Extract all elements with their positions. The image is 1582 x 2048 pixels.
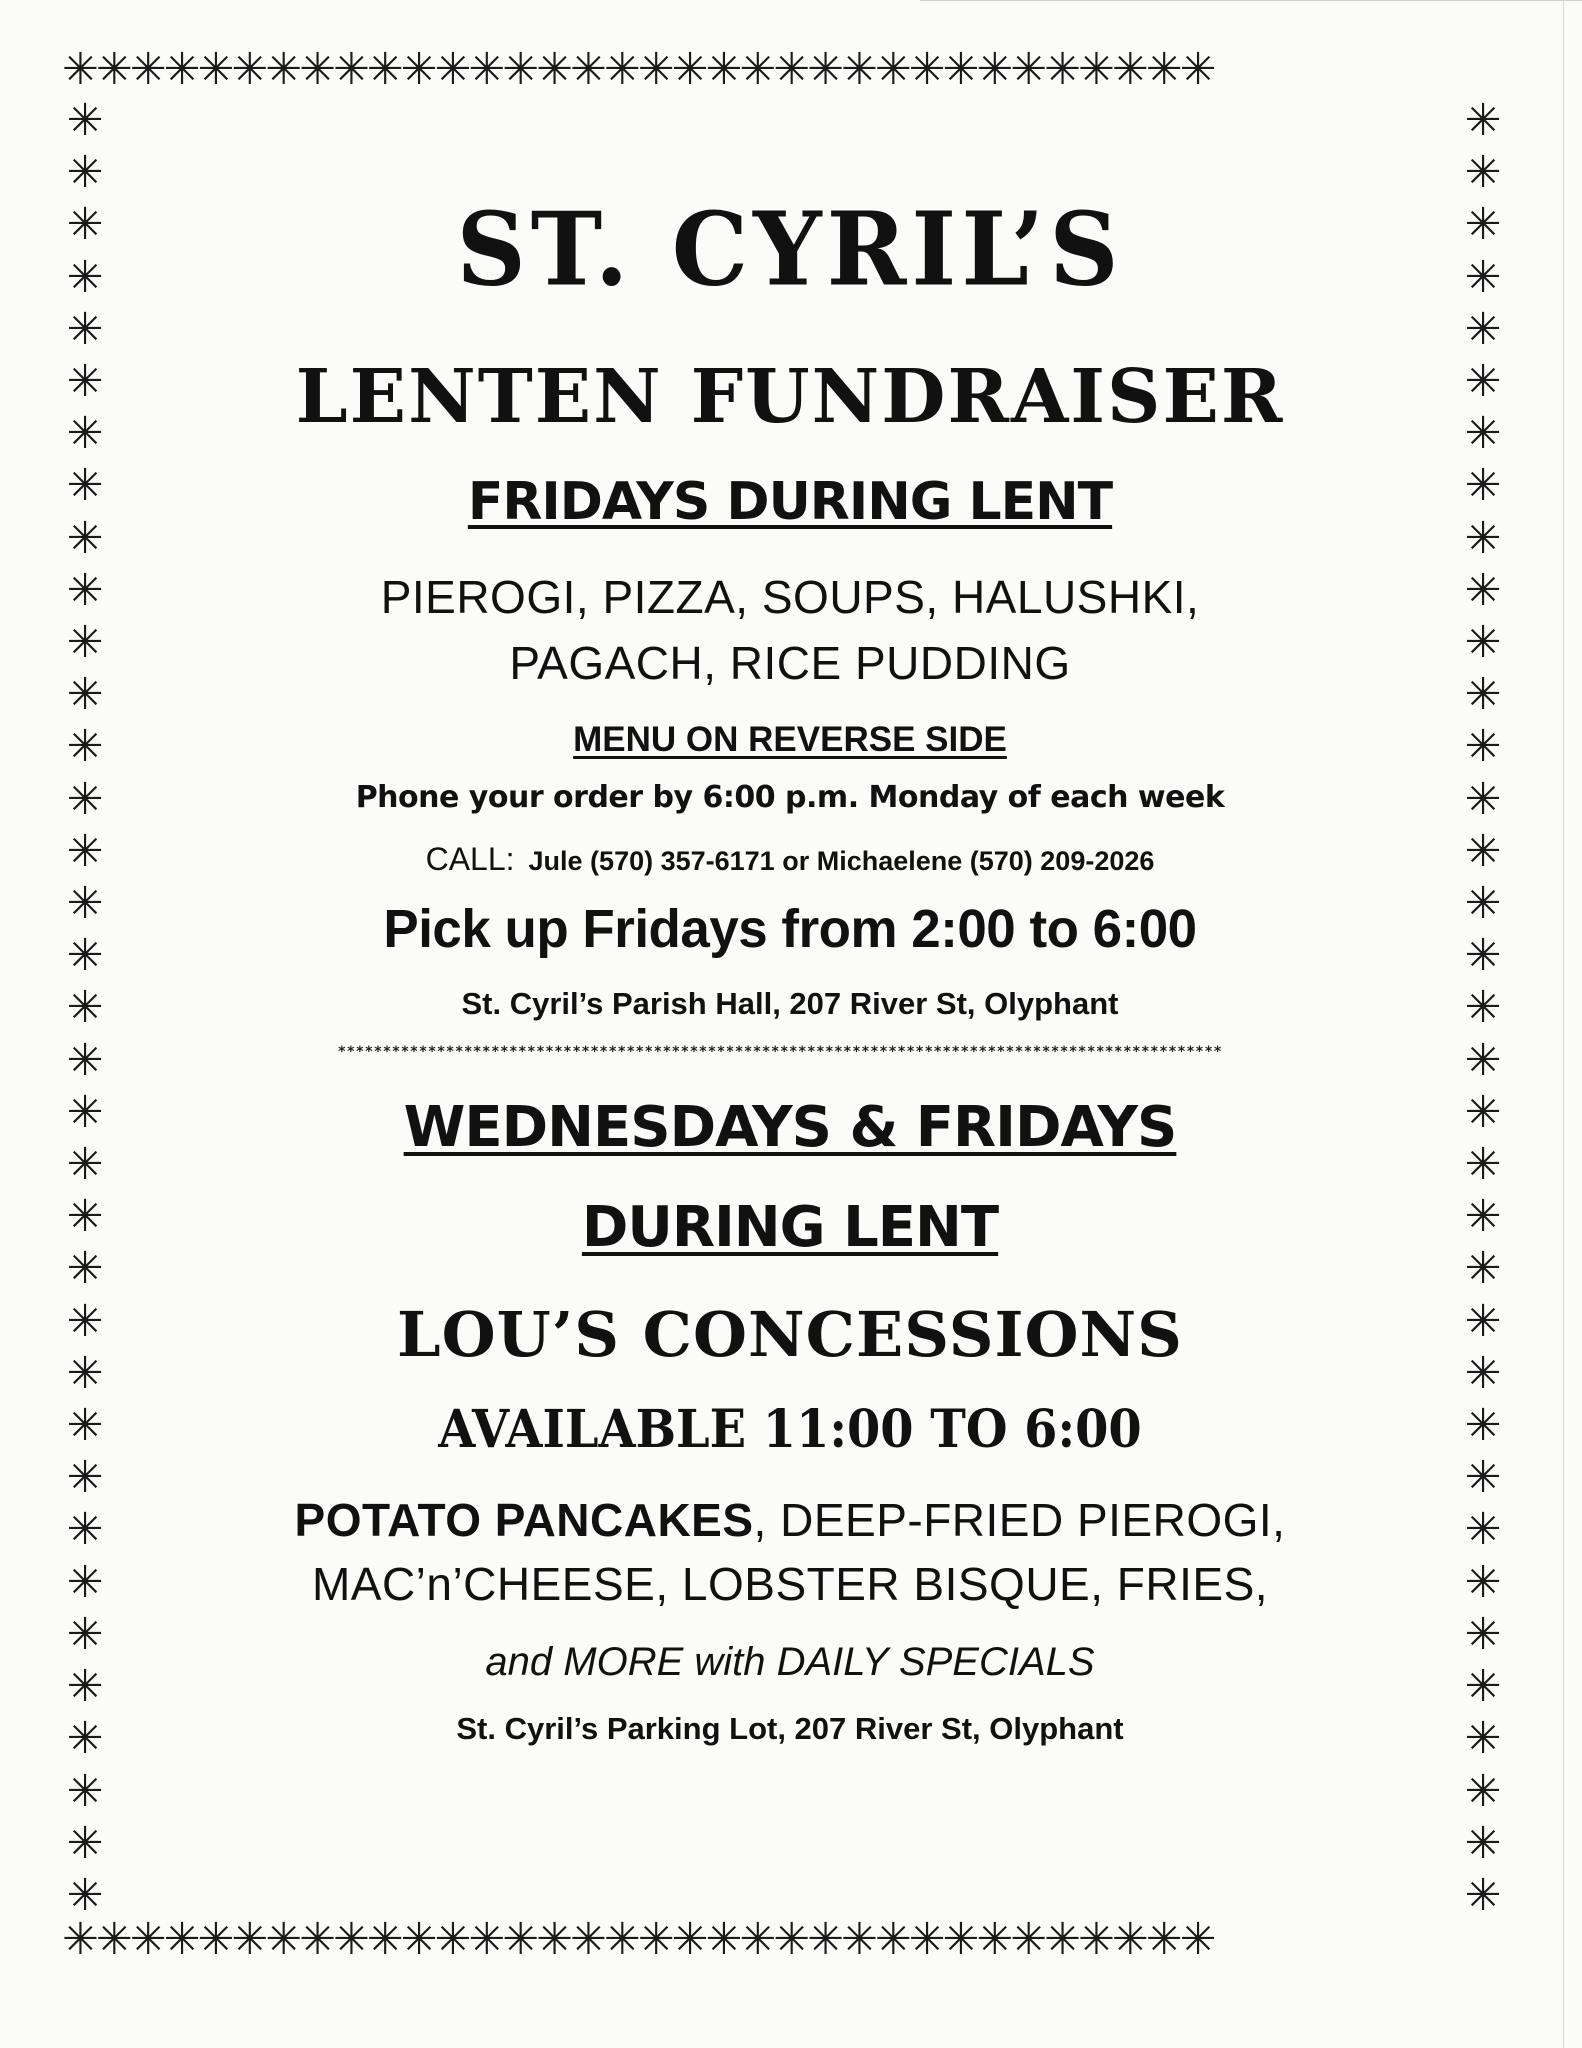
asterisk-border-top: ✳✳✳✳✳✳✳✳✳✳✳✳✳✳✳✳✳✳✳✳✳✳✳✳✳✳✳✳✳✳✳✳✳✳ (62, 48, 1214, 95)
fridays-heading: FRIDAYS DURING LENT (467, 472, 1113, 532)
asterisk-border-left: ✳✳✳✳✳✳✳✳✳✳✳✳✳✳✳✳✳✳✳✳✳✳✳✳✳✳✳✳✳✳✳✳✳✳✳ (66, 95, 104, 1921)
concession-items (140, 1488, 1440, 1616)
menu-reverse-note: MENU ON REVERSE SIDE (573, 720, 1007, 759)
parish-hall-address: St. Cyril’s Parish Hall, 207 River St, Olyphant (461, 986, 1119, 1021)
menu-items-line-1: PIEROGI, PIZZA, SOUPS, HALUSHKI, (380, 571, 1200, 623)
asterisk-divider: ************************************************************************************************** (337, 1044, 1223, 1060)
scan-edge-top (920, 0, 1582, 1)
parking-lot-address: St. Cyril’s Parking Lot, 207 River St, Olyphant (456, 1711, 1124, 1746)
phone-order-note: Phone your order by 6:00 p.m. Monday of each week (355, 780, 1225, 815)
during-lent-heading-row (140, 1188, 1440, 1268)
flyer-content (140, 160, 1440, 1747)
pickup-time: Pick up Fridays from 2:00 to 6:00 (383, 899, 1197, 959)
call-label: CALL: (425, 841, 515, 877)
vendor-hours: AVAILABLE 11:00 TO 6:00 (438, 1399, 1142, 1460)
concession-items-line-1 (140, 1488, 1440, 1552)
wed-fri-heading-row (140, 1086, 1440, 1170)
fridays-heading-row (140, 462, 1440, 542)
scan-edge (1563, 0, 1564, 2048)
asterisk-border-right: ✳✳✳✳✳✳✳✳✳✳✳✳✳✳✳✳✳✳✳✳✳✳✳✳✳✳✳✳✳✳✳✳✳✳✳ (1464, 95, 1502, 1921)
call-line (140, 841, 1440, 878)
daily-specials-note: and MORE with DAILY SPECIALS (485, 1640, 1095, 1684)
menu-note-row (140, 696, 1440, 760)
menu-items-line-2: PAGACH, RICE PUDDING (509, 637, 1071, 689)
asterisk-border-bottom: ✳✳✳✳✳✳✳✳✳✳✳✳✳✳✳✳✳✳✳✳✳✳✳✳✳✳✳✳✳✳✳✳✳✳ (62, 1918, 1214, 1965)
vendor-name: LOU’S CONCESSIONS (397, 1298, 1183, 1371)
concession-items-highlight: POTATO PANCAKES (294, 1494, 754, 1546)
flyer-title: ST. CYRIL’S (456, 190, 1124, 309)
menu-items (140, 564, 1440, 696)
call-numbers: Jule (570) 357-6171 or Michaelene (570) 209-2026 (528, 846, 1155, 876)
flyer-subtitle: LENTEN FUNDRAISER (295, 354, 1285, 440)
concession-items-line-2: MAC’n’CHEESE, LOBSTER BISQUE, FRIES, (311, 1558, 1269, 1610)
concession-items-rest: , DEEP-FRIED PIEROGI, (753, 1494, 1286, 1546)
during-lent-heading: DURING LENT (581, 1195, 999, 1260)
wed-fri-heading: WEDNESDAYS & FRIDAYS (403, 1095, 1177, 1160)
